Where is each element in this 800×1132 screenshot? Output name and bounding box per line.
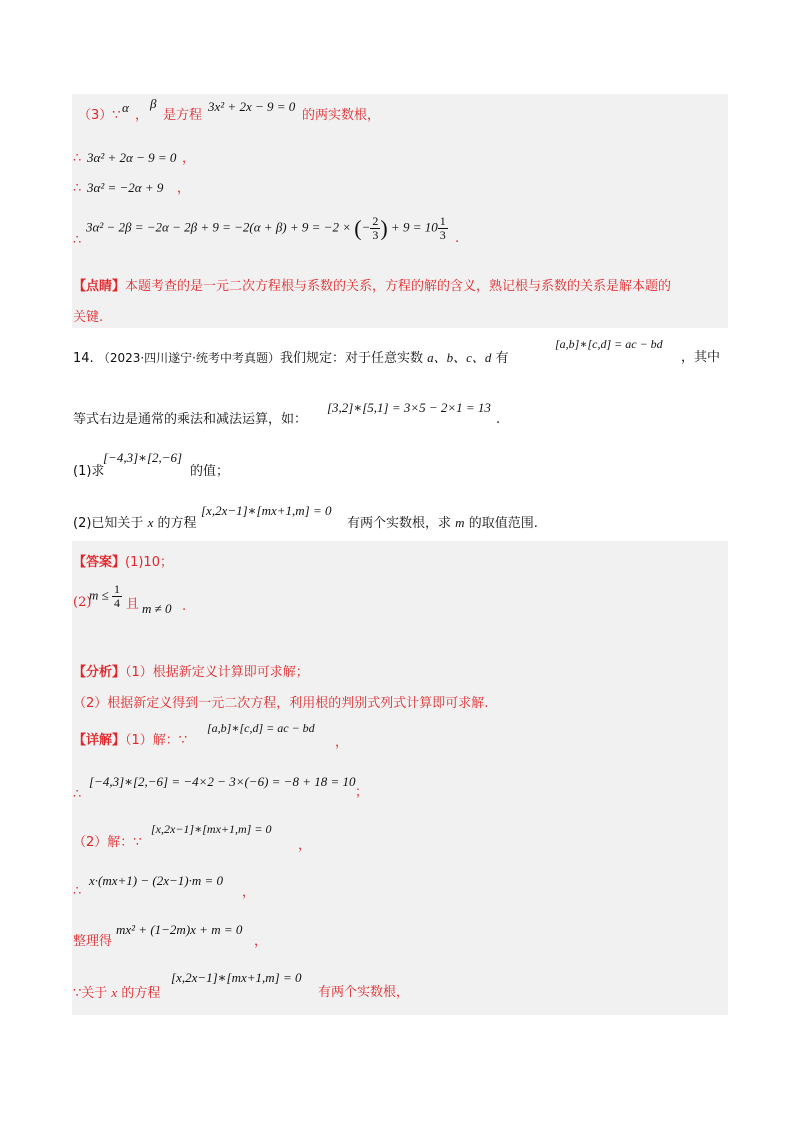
answer-2-end: . [182,599,187,614]
answer-2-and: 且 [126,597,140,612]
fraction-numerator: 2 [372,214,379,228]
fraction [370,215,380,242]
answer-2-prefix: (2) [73,595,92,610]
comment-tag: 【点睛】 [73,279,126,294]
therefore-symbol: ∴ [73,181,82,196]
q13-step3: 3α² − 2β = −2α − 2β + 9 = −2(α + β) + 9 = −2 × (− $\frac{2}{3}$ ) + 9 = 10 $\frac{1}{3}$ [86,214,446,243]
q13-step2: 3α² = −2α + 9 [87,180,164,195]
q14-number: 14. [73,351,94,366]
detail-because-prefix: ∵关于 [73,986,108,1001]
mixed-fraction [438,215,448,242]
q14-part1-expr: [−4,3]∗[2,−6] [103,450,183,465]
q13-step2-end: ， [177,181,191,196]
detail-eq-end: ， [298,838,312,853]
q14-line2: 等式右边是通常的乘法和减法运算，如： [73,412,308,427]
detail-because-end: 有两个实数根， [318,985,410,1000]
q14-example: [3,2]∗[5,1] = 3×5 − 2×1 = 13 [327,400,491,415]
q13-step3-end: . [455,231,460,246]
analysis-text-1: （1）根据新定义计算即可求解； [125,665,309,680]
comment-line-1 [73,280,671,293]
q13-is-eq: 是方程 [163,108,203,123]
detail-simplify-end: ， [254,934,268,949]
q14-part1-prefix: (1)求 [73,464,105,479]
fraction [112,583,122,610]
q13-step3-main: 3α² − 2β = −2α − 2β + 9 = −2(α + β) + 9 = −2 × [86,219,351,235]
detail-line1 [73,734,187,747]
beta-symbol: β [150,96,157,111]
q14-part2 [73,516,197,530]
detail-calc1-end: ； [355,785,369,800]
q14-intro: 我们规定：对于任意实数 [280,351,424,366]
detail-simplify-label: 整理得 [73,934,113,949]
detail-because [73,986,160,1000]
detail-def: [a,b]∗[c,d] = ac − bd [207,721,315,735]
therefore-symbol: ∴ [73,151,82,166]
detail-def-end: ， [335,735,349,750]
q14-definition: [a,b]∗[c,d] = ac − bd [555,337,663,351]
q14-example-end: . [496,412,501,427]
q14-has: 有 [495,351,509,366]
detail-simplify: mx² + (1−2m)x + m = 0 [116,922,243,937]
fraction-denominator: 3 [372,228,379,243]
q14-part1-suffix: 的值； [190,464,230,479]
detail-because-eq: [x,2x−1]∗[mx+1,m] = 0 [171,970,302,985]
answer-2-cond: m ≠ 0 [142,601,172,616]
analysis-line1 [73,666,309,679]
variable-x: x [147,515,154,530]
variable-m: m [455,515,465,530]
answer-2-m: m ≤ [89,587,109,603]
detail-expand: x·(mx+1) − (2x−1)·m = 0 [89,873,223,888]
analysis-tag: 【分析】 [73,665,126,680]
q13-equation: 3x² + 2x − 9 = 0 [208,99,296,114]
q13-step1-end: ， [182,151,196,166]
variable-x: x [111,985,118,1000]
q14-part2-end: 的取值范围. [468,516,538,531]
q14-part2-suffix: 有两个实数根，求 [347,516,452,531]
q14-part2-tail [347,516,538,530]
therefore-symbol: ∴ [73,884,82,899]
alpha-symbol: α [122,100,129,115]
detail-tag: 【详解】 [73,733,126,748]
therefore-symbol: ∴ [73,233,82,248]
answer-2-m-le [89,583,122,610]
detail-expand-end: ， [242,885,256,900]
analysis-line2: （2）根据新定义得到一元二次方程，利用根的判别式列式计算即可求解. [73,696,489,711]
comment-line-2: 关键. [73,310,104,325]
fraction-numerator: 1 [114,582,121,596]
q14-part2-prefix: (2)已知关于 [73,516,144,531]
q13-step3-tail: + 9 = 10 [390,219,438,235]
q13-two-roots: 的两实数根， [302,108,381,123]
q14-part2-expr: [x,2x−1]∗[mx+1,m] = 0 [201,503,332,518]
q14-part2-mid: 的方程 [157,516,197,531]
answer-tag: 【答案】 [73,555,126,570]
q14-tail1: ，其中 [681,350,721,365]
open-paren: ( [354,215,362,241]
fraction-denominator: 3 [439,228,446,243]
detail-because-mid: 的方程 [121,986,161,1001]
answer-1: (1)10； [125,555,173,570]
close-paren: ) [380,215,388,241]
detail-part2-label: （2）解：∵ [73,835,142,850]
q14-line1 [73,351,509,365]
q13-comma: ， [135,108,149,123]
q14-source: （2023·四川遂宁·统考中考真题） [97,351,280,365]
q14-vars: a、b、c、d [427,350,492,365]
detail-calc1: [−4,3]∗[2,−6] = −4×2 − 3×(−6) = −8 + 18 = 10 [89,774,356,789]
detail-part1-label: （1）解：∵ [125,733,188,748]
fraction-denominator: 4 [114,596,121,611]
comment-text-1: 本题考查的是一元二次方程根与系数的关系，方程的解的含义，熟记根与系数的关系是解本题的 [125,279,672,294]
fraction-numerator: 1 [439,214,446,228]
answer-line1 [73,556,173,569]
q13-line1-prefix: （3）∵ [78,108,121,123]
therefore-symbol: ∴ [73,787,82,802]
q13-step1: 3α² + 2α − 9 = 0 [87,150,177,165]
detail-eq: [x,2x−1]∗[mx+1,m] = 0 [151,822,272,836]
